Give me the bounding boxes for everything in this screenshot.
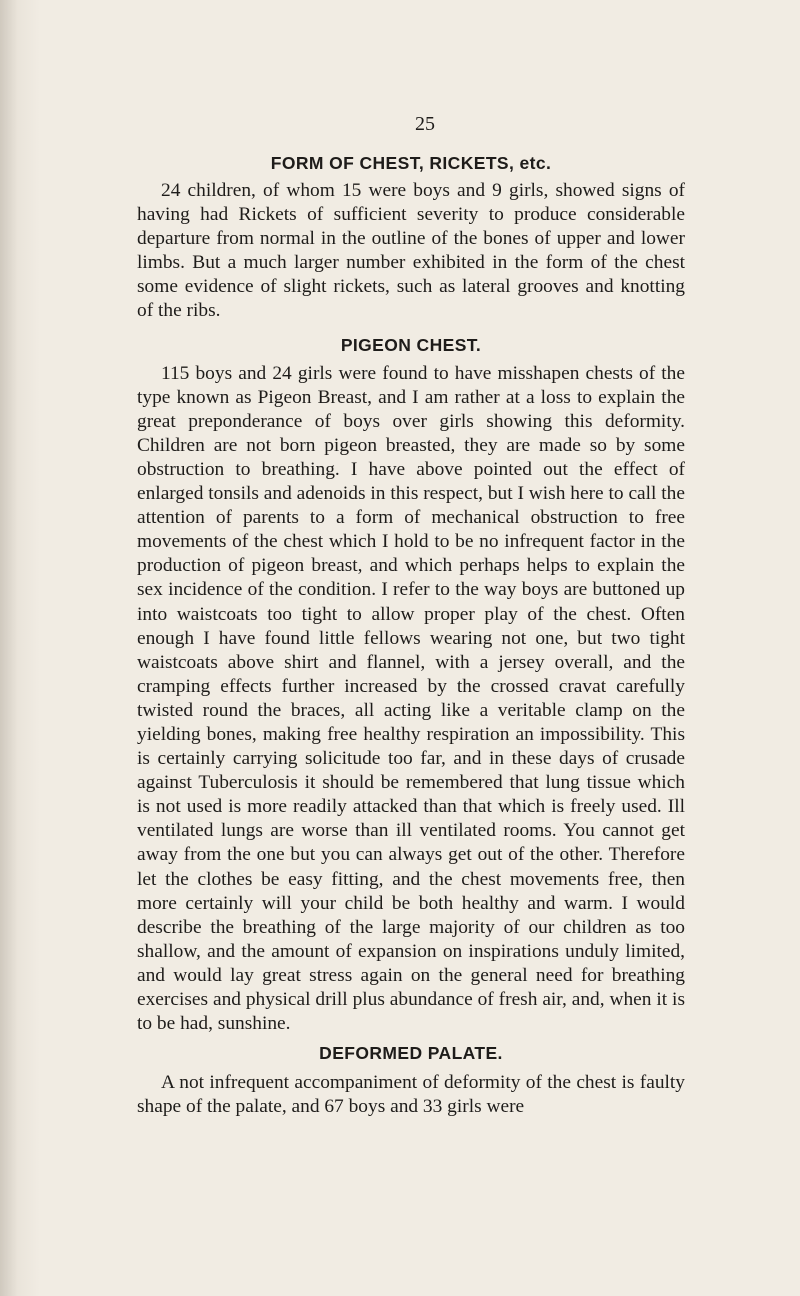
paragraph-deformed-palate: A not infrequent accompaniment of deformity of the chest is faulty shape of the palate, and 67 boys and 33 girls were [137,1072,685,1118]
page-content [137,112,685,1119]
paragraph-rickets: 24 children, of whom 15 were boys and 9 girls, showed signs of having had Rickets of sufficient severity to produce considerable departure from normal in the outline of the bones of upper and lower limbs. But a much larger number exhibited in the form of the chest some evidence of slight rickets, such as lateral grooves and knotting of the ribs. [137,180,685,322]
section-heading-form-of-chest: FORM OF CHEST, RICKETS, etc. [270,153,552,173]
page-number: 25 [415,113,435,135]
section-heading-deformed-palate: DEFORMED PALATE. [319,1043,503,1064]
section-heading-pigeon-chest: PIGEON CHEST. [340,334,482,355]
paragraph-pigeon-chest: 115 boys and 24 girls were found to have misshapen chests of the type known as Pigeon Breast, and I am rather at a loss to explain the great preponderance of boys over girls showing this deformity. Children are not born pigeon breasted, they are made so by some obstruction to breathing. I have above pointed out the effect of enlarged tonsils and adenoids in this respect, but I wish here to call the attention of parents to a form of mechanical obstruction to free movements of the chest which I hold to be no infrequent factor in the production of pigeon breast, and which perhaps helps to explain the sex incidence of the condition. I refer to the way boys are buttoned up into waistcoats too tight to allow proper play of the chest. Often enough I have found little fellows wearing not one, but two tight waistcoats above shirt and flannel, with a jersey overall, and the cramping effects further increased by the crossed cravat carefully twisted round the braces, all acting like a veritable clamp on the yielding bones, making free healthy respiration an impossibility. This is certainly carrying solicitude too far, and in these days of crusade against Tuberculosis it should be remembered that lung tissue which is not used is more readily attacked than that which is freely used. Ill ventilated lungs are worse than ill ventilated rooms. You cannot get away from the one but you can always get out of the other. Therefore let the clothes be easy fitting, and the chest movements free, then more certainly will your child be both healthy and warm. I would describe the breathing of the large majority of our children as too shallow, and the amount of expansion on inspirations unduly limited, and would lay great stress again on the general need for breathing exercises and physical drill plus abundance of fresh air, and, when it is to be had, sunshine. [137,362,685,1035]
